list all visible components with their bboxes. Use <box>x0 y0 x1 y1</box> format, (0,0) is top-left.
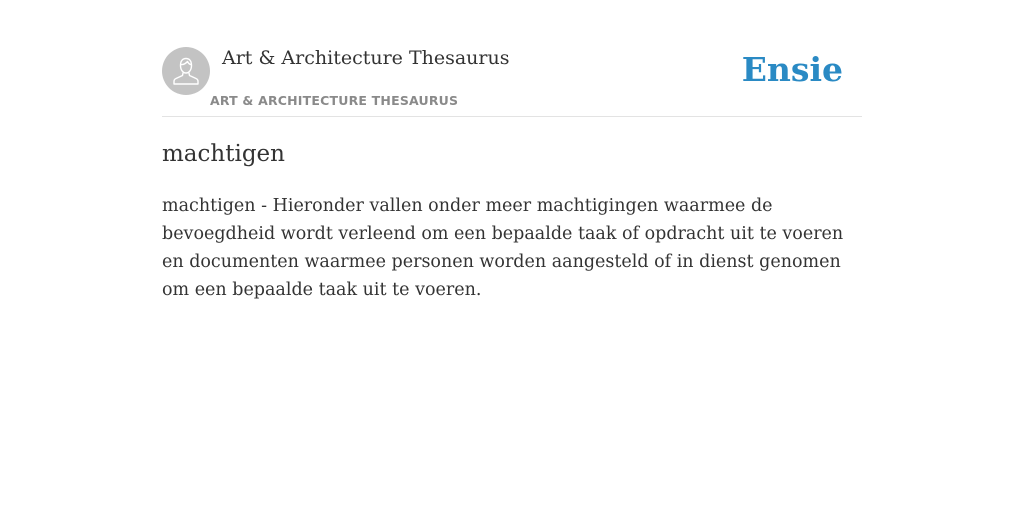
avatar[interactable] <box>162 47 210 95</box>
entry-body: machtigen - Hieronder vallen onder meer machtigingen waarmee de bevoegdheid wordt verleend om een bepaalde taak of opdracht uit te voeren en documenten waarmee personen worden aangesteld of in dienst genomen om een bepaalde taak uit te voeren. <box>162 196 844 300</box>
ensie-logo[interactable]: Ensie <box>741 50 843 89</box>
header <box>162 44 862 117</box>
source-label[interactable]: ART & ARCHITECTURE THESAURUS <box>210 93 459 108</box>
author-name[interactable]: Art & Architecture Thesaurus <box>222 47 510 69</box>
entry-title: machtigen <box>162 141 285 167</box>
user-icon <box>172 56 200 86</box>
